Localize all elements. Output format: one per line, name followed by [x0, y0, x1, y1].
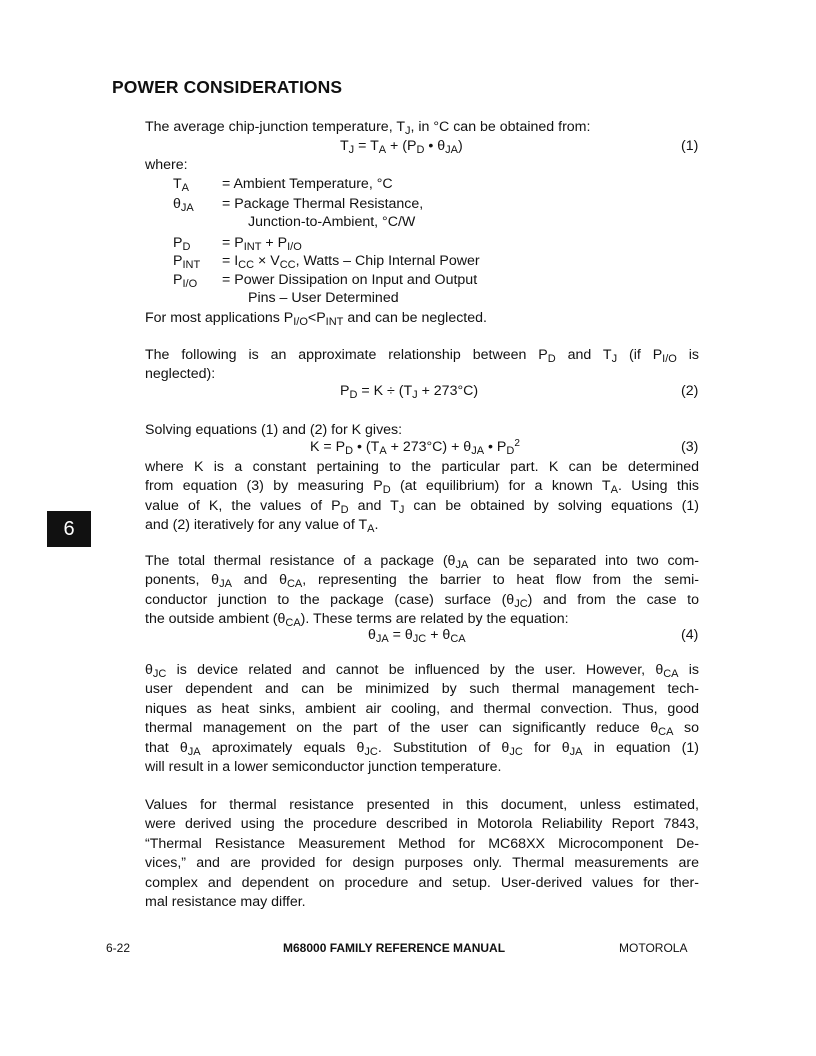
- def-symbol-theta-ja: $\theta_{JA}$: [173, 196, 194, 214]
- footer-brand: MOTOROLA: [619, 941, 688, 955]
- paragraph-total-resistance: The total thermal resistance of a package ($\theta_{JA}$ can be separated into two com- ponents, $\theta_{JA}$ and $\theta_{CA}$, representing the barrier to heat flow from the semi- conductor junction to the package (case) surface $(\theta_{JC})$ and from the case to the outside ambient $(\theta_{CA})$. These terms are related by the equation:: [145, 553, 699, 630]
- most-apps-line: For most applications $P_{I/O}<P_{INT}$ and can be neglected.: [145, 310, 487, 328]
- def-text-theta-ja: = Package Thermal Resistance,: [222, 196, 424, 212]
- footer-title: M68000 FAMILY REFERENCE MANUAL: [283, 941, 506, 955]
- def-symbol-ta: $T_A$: [173, 176, 190, 194]
- section-heading: POWER CONSIDERATIONS: [112, 77, 343, 97]
- intro-line: The average chip-junction temperature, $T_J$, in °C can be obtained from:: [145, 119, 591, 137]
- equation-3-number: (3): [681, 439, 699, 455]
- paragraph-solving: Solving equations (1) and (2) for K gives:: [145, 422, 403, 438]
- equation-2-number: (2): [681, 383, 699, 399]
- footer-page-number: 6-22: [106, 941, 131, 955]
- where-label: where:: [145, 157, 188, 173]
- equation-1-number: (1): [681, 138, 699, 154]
- chapter-tab: 6: [47, 511, 91, 547]
- def-symbol-pio: $P_{I/O}$: [173, 272, 198, 290]
- equation-3: $K = P_D$ • $(T_A + 273^\circ C) + \theta_{JA}$ • $P_D^2$: [310, 438, 520, 457]
- equation-4: $\theta_{JA} = \theta_{JC} + \theta_{CA}$: [368, 627, 466, 645]
- def-symbol-pd: $P_D$: [173, 235, 191, 253]
- def-text-ta: = Ambient Temperature, °C: [222, 176, 393, 192]
- def-text-pio: = Power Dissipation on Input and Output: [222, 272, 478, 288]
- paragraph-constant-k: where K is a constant pertaining to the particular part. K can be determined from equation (3) by measuring $P_D$ (at equilibrium) for a known $T_A$. Using this value of K, the values of $P_D$ and $T_J$ can be obtained by solving equations (1) and (2) iteratively for any value of $T_A$.: [145, 459, 700, 536]
- def-text-pint: = $I_{CC} \times V_{CC}$, Watts – Chip Internal Power: [222, 253, 480, 271]
- equation-1: $T_J = T_A + (P_D$ • $\theta_{JA}$): [340, 138, 463, 156]
- def-cont-theta-ja: Junction-to-Ambient, °C/W: [248, 214, 416, 230]
- paragraph-values: Values for thermal resistance presented in this document, unless estimated, were derived using the procedure described in Motorola Reliability Report 7843, “Thermal Resistance Measurement Method for MC68XX Microcomponent De- vices,” and are provided for design purposes only. Thermal measurements are complex and dependent on procedure and setup. User-derived values for ther- mal resistance may differ.: [145, 797, 699, 911]
- equation-4-number: (4): [681, 627, 699, 643]
- def-symbol-pint: $P_{INT}$: [173, 253, 201, 271]
- paragraph-relationship: The following is an approximate relationship between $P_D$ and $T_J$ (if $P_{I/O}$ is neglected):: [145, 347, 699, 383]
- equation-2: $P_D = K \div (T_J + 273^\circ C)$: [340, 383, 479, 401]
- def-text-pd: = $P_{INT} + P_{I/O}$: [222, 235, 302, 253]
- def-cont-pio: Pins – User Determined: [248, 290, 399, 306]
- paragraph-device-related: $\theta_{JC}$ is device related and cannot be influenced by the user. However, $\theta_{CA}$ is user dependent and can be minimized by such thermal management tech- niques as heat sinks, ambient air cooling, and thermal convection. Thus, good thermal management on the part of the user can significantly reduce $\theta_{CA}$ so that $\theta_{JA}$ aproximately equals $\theta_{JC}$. Substitution of $\theta_{JC}$ for $\theta_{JA}$ in equation (1) will result in a lower semiconductor junction temperature.: [145, 662, 699, 776]
